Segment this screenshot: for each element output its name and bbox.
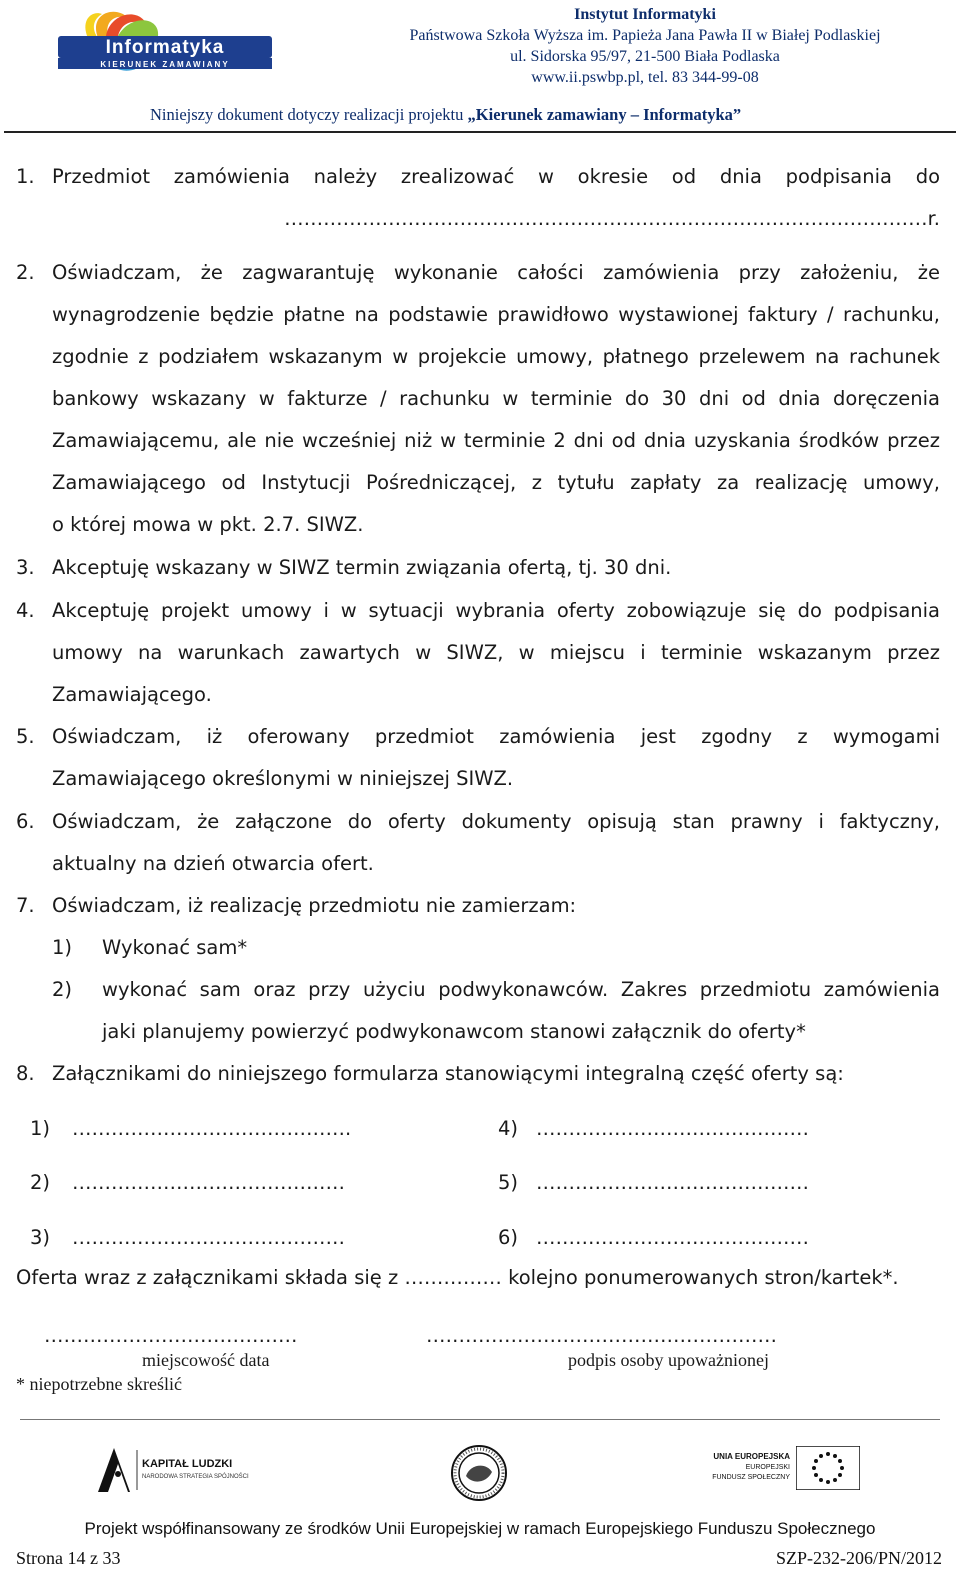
attachment-blank[interactable]: …………………………………… bbox=[536, 1226, 809, 1249]
item-number: 4. bbox=[16, 599, 35, 622]
attachment-number: 5) bbox=[498, 1171, 519, 1194]
place-date-blank[interactable]: ………………………………… bbox=[44, 1324, 298, 1347]
svg-text:KIERUNEK ZAMAWIANY: KIERUNEK ZAMAWIANY bbox=[100, 60, 230, 69]
sub-item-text: jaki planujemy powierzyć podwykonawcom stanowi załącznik do oferty* bbox=[102, 1020, 806, 1043]
attachment-number: 6) bbox=[498, 1226, 519, 1249]
item-text: Załącznikami do niniejszego formularza stanowiącymi integralną część oferty są: bbox=[52, 1062, 844, 1085]
item-text: Akceptuję wskazany w SIWZ termin związania ofertą, tj. 30 dni. bbox=[52, 556, 672, 579]
address: ul. Sidorska 95/97, 21-500 Biała Podlaska bbox=[510, 48, 780, 65]
item-text-line: Akceptuję projekt umowy i w sytuacji wybrania oferty zobowiązuje się do podpisania bbox=[52, 599, 940, 622]
item-text-line: Oświadczam, że zagwarantuję wykonanie całości zamówienia przy założeniu, że bbox=[52, 261, 940, 284]
footnote: * niepotrzebne skreślić bbox=[16, 1374, 182, 1394]
attachment-number: 3) bbox=[30, 1226, 51, 1249]
item-number: 5. bbox=[16, 725, 35, 748]
item-text-line: bankowy wskazany w fakturze / rachunku w terminie do 30 dni od dnia doręczenia bbox=[52, 387, 940, 410]
attachment-blank[interactable]: ……………………………………. bbox=[72, 1117, 352, 1140]
item-text-line: Oświadczam, iż oferowany przedmiot zamówienia jest zgodny z wymogami bbox=[52, 725, 940, 748]
item-text-line: Zamawiającego określonymi w niniejszej SIWZ. bbox=[52, 767, 514, 790]
sub-item-text: wykonać sam oraz przy użyciu podwykonawców. Zakres przedmiotu zamówienia bbox=[102, 978, 940, 1001]
attachment-number: 4) bbox=[498, 1117, 519, 1140]
kapital-ludzki-emblem-icon bbox=[96, 1444, 266, 1496]
sub-item-number: 1) bbox=[52, 936, 73, 959]
item-number: 8. bbox=[16, 1062, 35, 1085]
signature-label: podpis osoby upoważnionej bbox=[568, 1350, 769, 1370]
eu-label-2: EUROPEJSKI bbox=[745, 1464, 790, 1471]
svg-text:Informatyka: Informatyka bbox=[105, 37, 225, 58]
place-date-label: miejscowość data bbox=[142, 1350, 270, 1370]
item-text-line: Zamawiającemu, ale nie wcześniej niż w terminie 2 dni od dnia uzyskania środków przez bbox=[52, 429, 940, 452]
item-number: 6. bbox=[16, 810, 35, 833]
item-text-line: Zamawiającego od Instytucji Pośredniczącej, z tytułu zapłaty za realizację umowy, bbox=[52, 471, 940, 494]
page-number: Strona 14 z 33 bbox=[16, 1548, 121, 1568]
item-text-line: umowy na warunkach zawartych w SIWZ, w miejscu i terminie wskazanym przez bbox=[52, 641, 940, 664]
kapital-ludzki-logo bbox=[96, 1444, 266, 1496]
item-number: 2. bbox=[16, 261, 35, 284]
attachment-blank[interactable]: …………………………………… bbox=[536, 1171, 809, 1194]
sub-item-text: Wykonać sam* bbox=[102, 936, 248, 959]
item-text-line: aktualny na dzień otwarcia ofert. bbox=[52, 852, 374, 875]
cofinance-note: Projekt współfinansowany ze środków Unii Europejskiej w ramach Europejskiego Funduszu Społecznego bbox=[84, 1519, 876, 1538]
item-text-line: wynagrodzenie będzie płatne na podstawie prawidłowo wystawionej faktury / rachunku, bbox=[52, 303, 940, 326]
eu-efs-logo bbox=[698, 1444, 868, 1494]
footer-divider bbox=[20, 1419, 940, 1420]
eu-label-3: FUNDUSZ SPOŁECZNY bbox=[712, 1474, 790, 1481]
item-text-line: Oświadczam, że załączone do oferty dokumenty opisują stan prawny i faktyczny, bbox=[52, 810, 940, 833]
item-number: 1. bbox=[16, 165, 35, 188]
item-text-line: Zamawiającego. bbox=[52, 683, 212, 706]
item-text: Oświadczam, iż realizację przedmiotu nie zamierzam: bbox=[52, 894, 577, 917]
eu-flag-icon bbox=[796, 1446, 860, 1490]
school-name: Państwowa Szkoła Wyższa im. Papieża Jana Pawła II w Białej Podlaskiej bbox=[409, 27, 881, 44]
signature-blank[interactable]: ……………………………………………… bbox=[426, 1324, 777, 1347]
attachment-blank[interactable]: …………………………………… bbox=[72, 1226, 345, 1249]
attachment-blank[interactable]: …………………………………… bbox=[72, 1171, 345, 1194]
item-number: 7. bbox=[16, 894, 35, 917]
item-text: Przedmiot zamówienia należy zrealizować w okresie od dnia podpisania do bbox=[52, 165, 940, 188]
institute-name: Instytut Informatyki bbox=[574, 6, 716, 23]
eu-label-1: UNIA EUROPEJSKA bbox=[713, 1452, 790, 1461]
sub-item-number: 2) bbox=[52, 978, 73, 1001]
item-text-line: o której mowa w pkt. 2.7. SIWZ. bbox=[52, 513, 364, 536]
attachment-number: 1) bbox=[30, 1117, 51, 1140]
contact-line: www.ii.pswbp.pl, tel. 83 344-99-08 bbox=[531, 69, 759, 86]
offer-pages-line: Oferta wraz z załącznikami składa się z …………… kolejno ponumerowanych stron/kartek*. bbox=[16, 1266, 899, 1289]
attachment-blank[interactable]: …………………………………… bbox=[536, 1117, 809, 1140]
attachment-number: 2) bbox=[30, 1171, 51, 1194]
project-note: Niniejszy dokument dotyczy realizacji projektu „Kierunek zamawiany – Informatyka” bbox=[150, 105, 742, 124]
date-blank: ………………………………………………………………………………………r. bbox=[284, 207, 940, 230]
kapital-ludzki-title: KAPITAŁ LUDZKI bbox=[142, 1458, 233, 1470]
document-signature: SZP-232-206/PN/2012 bbox=[775, 1548, 942, 1568]
item-text-line: zgodnie z podziałem wskazanym w projekcie umowy, płatnego przelewem na rachunek bbox=[52, 345, 940, 368]
kapital-ludzki-subtitle: NARODOWA STRATEGIA SPÓJNOŚCI bbox=[142, 1474, 249, 1480]
university-seal-icon bbox=[450, 1444, 508, 1502]
item-number: 3. bbox=[16, 556, 35, 579]
